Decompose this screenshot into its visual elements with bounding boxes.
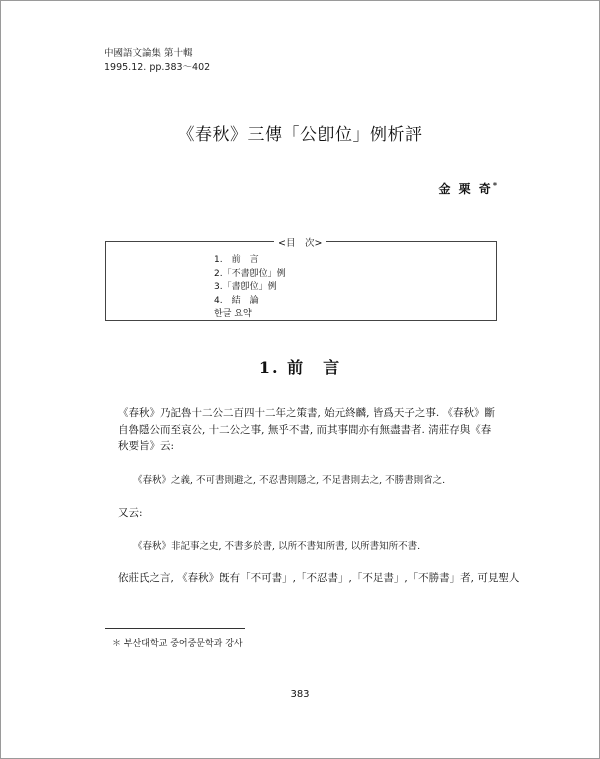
block-quote: 《春秋》非記事之史, 不書多於書, 以所不書知所書, 以所書知所不書. [133,541,421,552]
page-number: 383 [290,689,310,700]
toc-heading: <目 次> [274,235,326,249]
author-name: 金 栗 奇 [438,182,493,196]
journal-name: 中國語文論集 第十輯 [104,48,193,59]
table-of-contents-box [105,241,497,321]
section-heading: 1. 前 言 [258,358,342,377]
toc-item: 1. 前 言 [214,255,259,265]
toc-item: 2.「不書卽位」例 [214,268,286,279]
author [438,180,497,197]
block-quote: 《春秋》之義, 不可書則避之, 不忍書則隱之, 不足書則去之, 不勝書則省之. [133,475,446,486]
journal-info [104,47,210,75]
footnote-rule [105,628,245,629]
toc-item: 4. 結 論 [214,295,259,306]
toc-item: 3.「書卽位」例 [214,282,277,292]
footnote: ＊ 부산대학교 중어중문학과 강사 [112,639,243,649]
toc-item: 한글 요약 [214,309,252,319]
author-footnote-mark: * [492,180,497,190]
paper-title: 《春秋》三傳「公卽位」例析評 [177,125,423,145]
body-paragraph: 又云: [118,507,143,519]
body-paragraph: 依莊氏之言, 《春秋》旣有「不可書」,「不忍書」,「不足書」,「不勝書」者, 可見聖人 [118,572,520,584]
toc-list [214,254,286,322]
body-paragraph: 《春秋》乃記魯十二公二百四十二年之策書, 始元終麟, 皆爲天子之事. 《春秋》斷自魯隱公而至哀公, 十二公之事, 無乎不書, 而其事間亦有無盡書者. 淸莊存與《春秋要旨》云: [118,407,496,452]
journal-issue: 1995.12. pp.383～402 [104,62,211,73]
